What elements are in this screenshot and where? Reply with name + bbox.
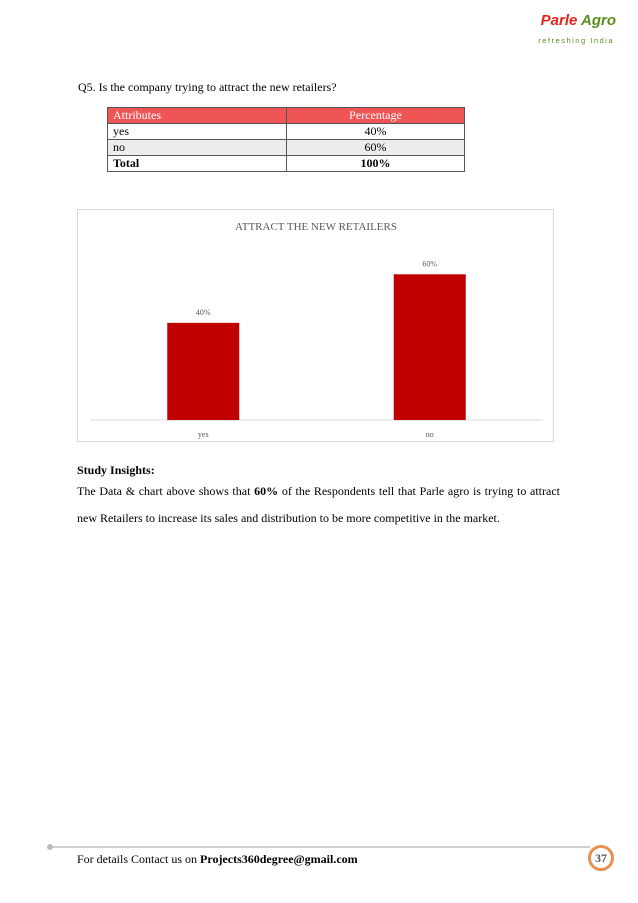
question-text: Q5. Is the company trying to attract the new retailers? <box>78 80 337 94</box>
bar-chart <box>77 209 554 442</box>
header-attributes: Attributes <box>108 108 287 124</box>
x-tick-label-no: no <box>425 430 434 439</box>
chart-canvas <box>78 210 555 443</box>
footer-divider-dot <box>47 844 53 850</box>
cell-percentage: 40% <box>287 124 465 140</box>
attributes-table <box>107 107 465 172</box>
cell-attribute: no <box>108 140 287 156</box>
insights-body: The Data & chart above shows that 60% of the Respondents tell that Parle agro is trying to attract new Retailers to increase its sales and distribution to be more competitive in the market. <box>77 484 561 525</box>
header-percentage: Percentage <box>287 108 465 124</box>
insights-title: Study Insights: <box>77 463 155 477</box>
footer-divider <box>50 846 590 848</box>
page-number: 37 <box>588 845 614 871</box>
data-label-no: 60% <box>422 259 438 269</box>
cell-total-label: Total <box>108 156 287 172</box>
table-total-row <box>108 156 465 172</box>
chart-title: ATTRACT THE NEW RETAILERS <box>235 221 397 233</box>
footer-email: Projects360degree@gmail.com <box>200 852 358 866</box>
x-tick-label-yes: yes <box>197 430 209 439</box>
table-row <box>108 124 465 140</box>
footer-contact: For details Contact us on Projects360degree@gmail.com <box>77 852 358 866</box>
cell-attribute: yes <box>108 124 287 140</box>
bar-no <box>394 274 466 420</box>
cell-total-value: 100% <box>287 156 465 172</box>
cell-percentage: 60% <box>287 140 465 156</box>
bar-yes <box>167 323 239 420</box>
data-label-yes: 40% <box>195 307 211 317</box>
parle-agro-logo <box>526 12 616 48</box>
logo-tagline: refreshing India <box>538 36 614 45</box>
insights-highlight: 60% <box>254 484 279 498</box>
logo-brand: Parle Agro <box>540 12 616 29</box>
table-header-row <box>108 108 465 124</box>
table-row <box>108 140 465 156</box>
